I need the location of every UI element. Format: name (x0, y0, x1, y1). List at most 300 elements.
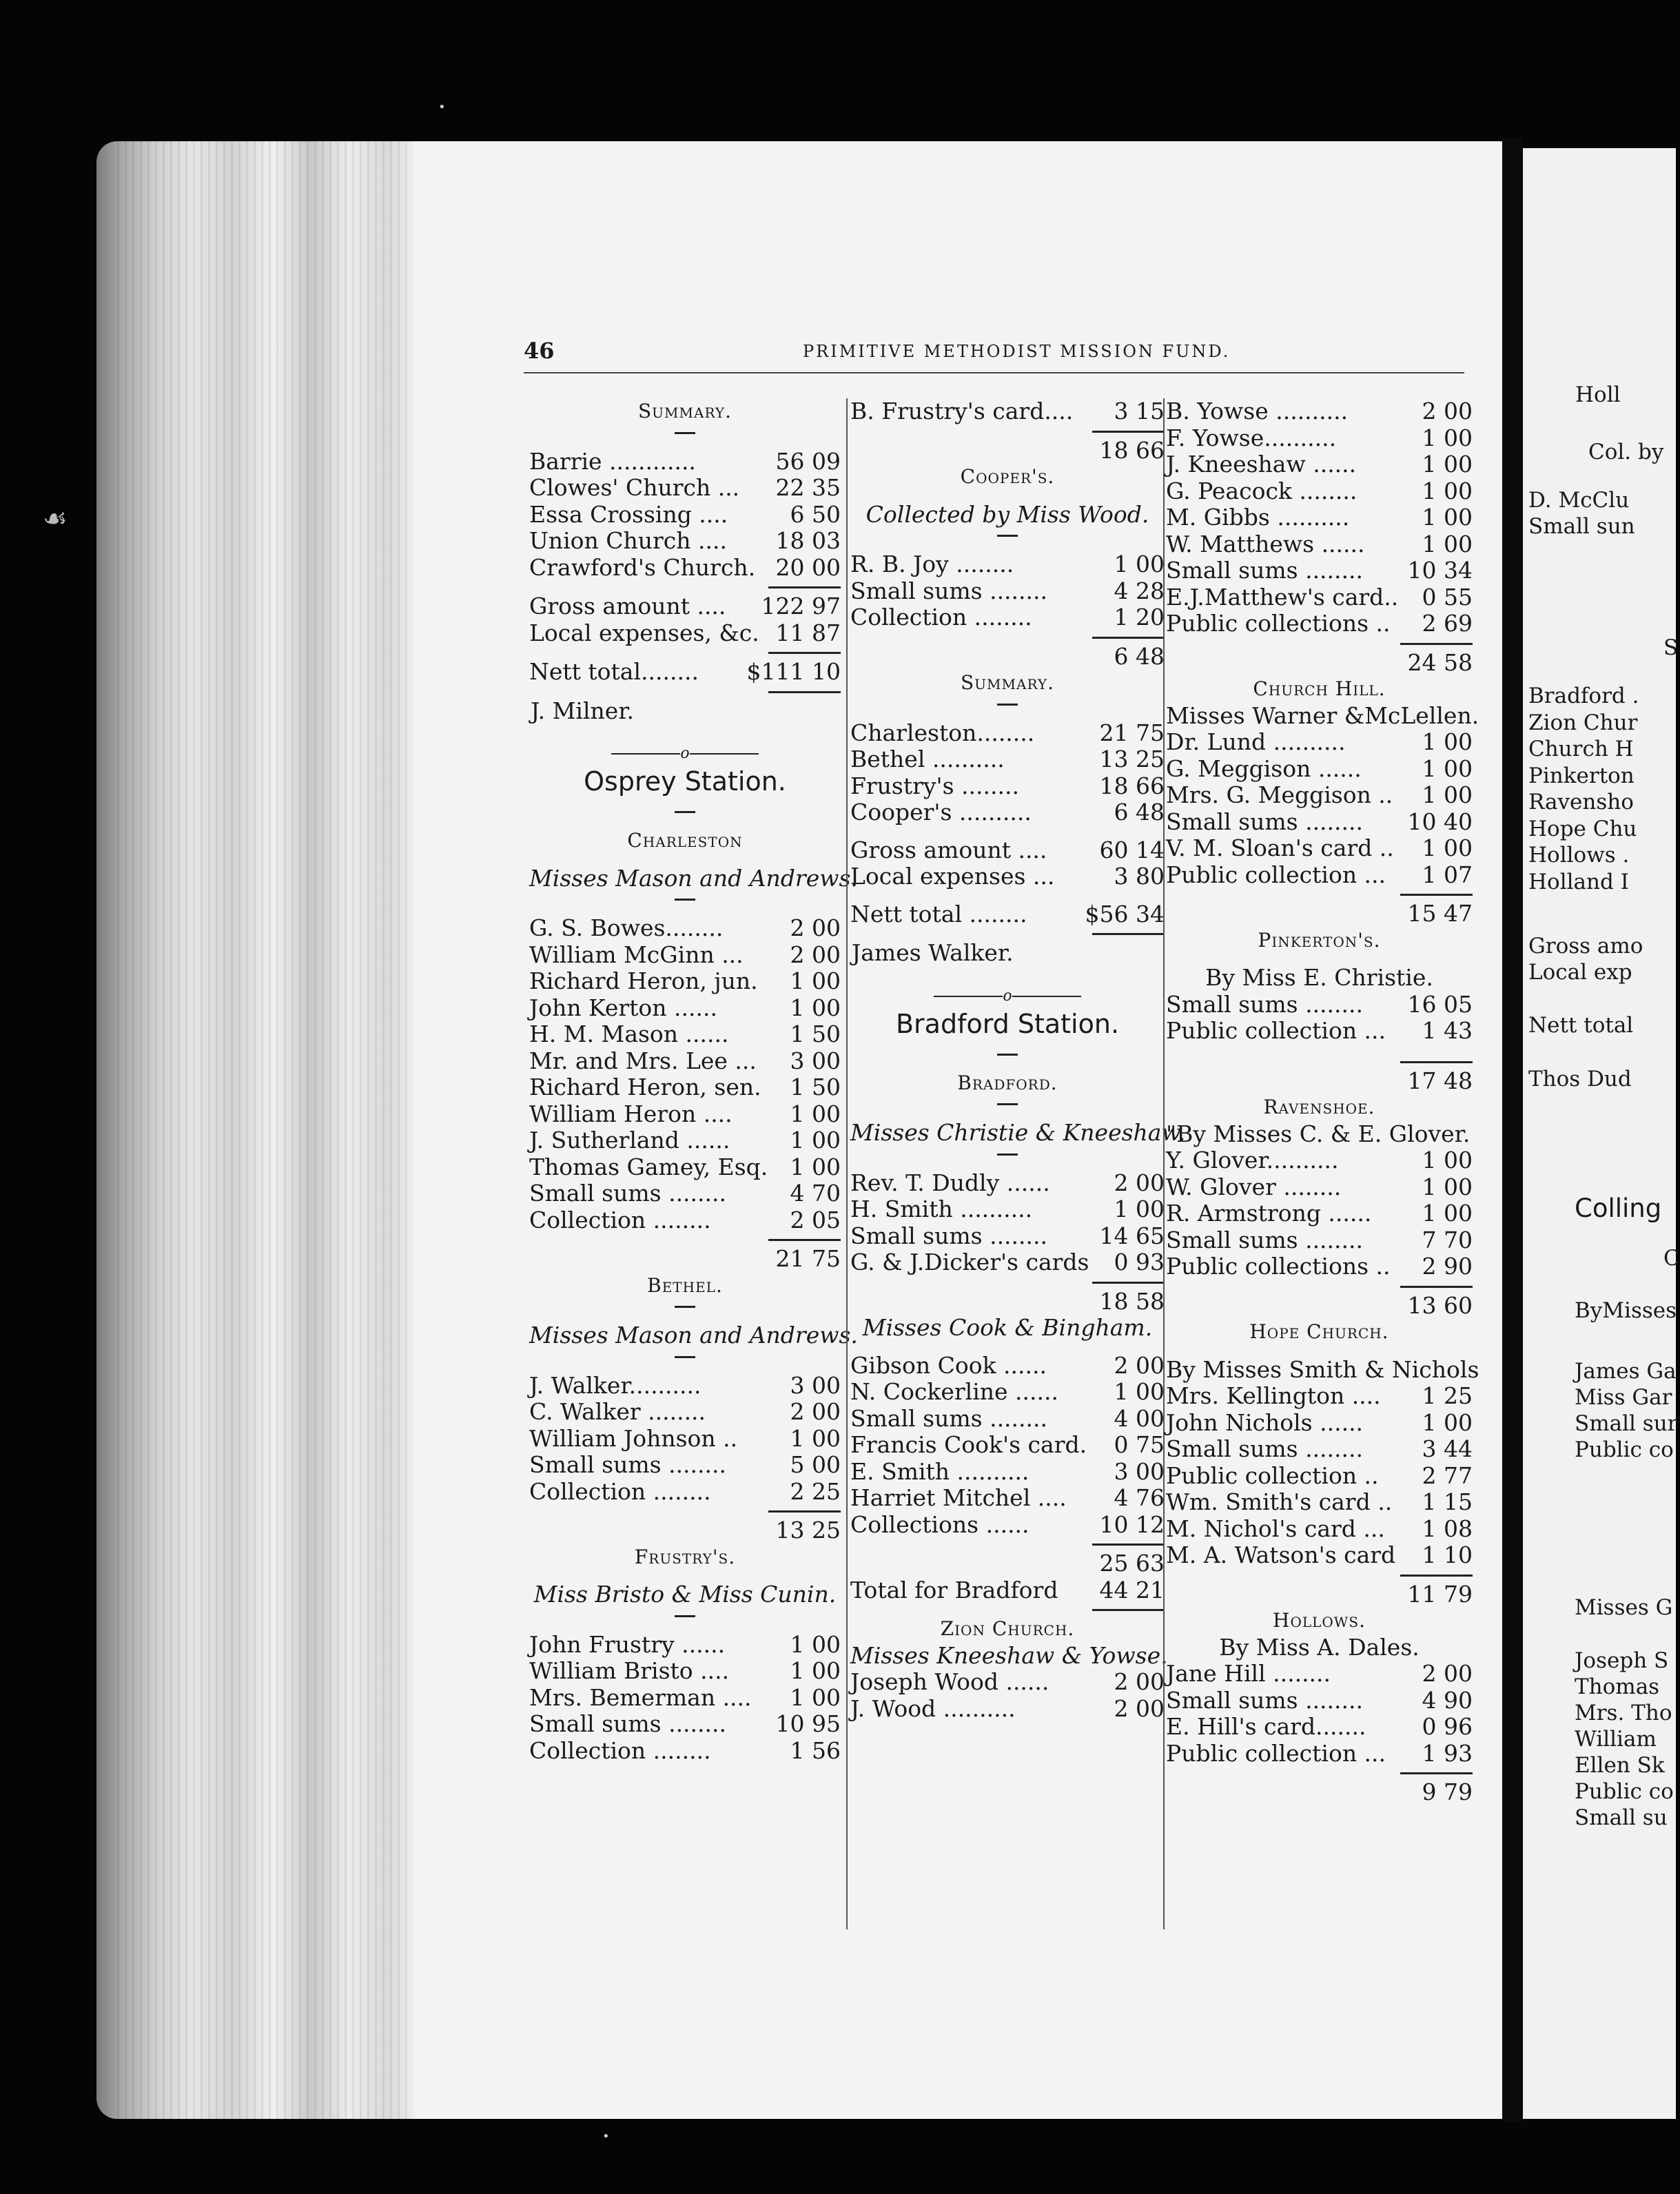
ledger-entry (1166, 901, 1473, 927)
ledger-entry (1166, 504, 1473, 531)
collector-line: Misses Christie & Kneeshaw. (850, 1119, 1186, 1146)
spacer (850, 890, 1165, 901)
entry-name: Jane Hill ........ (1166, 1660, 1331, 1687)
sum-line (1092, 1544, 1165, 1546)
ledger-entry (529, 593, 841, 620)
ledger-entry (850, 1223, 1165, 1250)
entry-amount: 14 65 (1099, 1222, 1165, 1249)
section-heading: Pinkerton's. (1258, 928, 1381, 952)
right-page-text-fragment: Holl (1575, 382, 1621, 407)
entry-name: F. Yowse.......... (1166, 424, 1337, 451)
entry-name: Small sums ........ (850, 1404, 1047, 1432)
entry-amount: 15 47 (1407, 900, 1473, 927)
entry-amount: 13 60 (1407, 1291, 1473, 1319)
entry-amount: 16 05 (1407, 990, 1473, 1018)
entry-amount: 17 48 (1407, 1067, 1473, 1094)
column-2 (846, 398, 1186, 1929)
right-page-text-fragment: Joseph S (1575, 1648, 1669, 1673)
ledger-entry (529, 555, 841, 582)
entry-amount: 1 00 (1422, 1408, 1473, 1436)
entry-name: Collection ........ (529, 1206, 711, 1233)
sum-rule (850, 631, 1165, 644)
entry-amount: 4 70 (790, 1180, 841, 1207)
ledger-entry (529, 502, 841, 529)
ledger-entry (850, 551, 1165, 578)
spacer (850, 1342, 1165, 1353)
entry-amount: 1 00 (790, 994, 841, 1021)
entry-amount: 1 00 (1422, 755, 1473, 782)
right-page-text-fragment: Small sur (1575, 1411, 1678, 1436)
entry-name: Public collection ... (1166, 1739, 1386, 1767)
entry-amount: 1 00 (1114, 1196, 1165, 1222)
sum-line (1400, 1061, 1473, 1063)
entry-amount: 18 66 (1099, 772, 1165, 799)
ledger-entry (1166, 1581, 1473, 1608)
entry-amount: 1 00 (1114, 551, 1165, 577)
ledger-entry (529, 1154, 841, 1181)
ledger-entry (850, 746, 1165, 773)
right-page-text-fragment: Nett total (1528, 1013, 1634, 1038)
collector-line: By Miss E. Christie. (1205, 964, 1433, 991)
ledger-entry (850, 1512, 1165, 1539)
right-page-text-fragment: Public co (1575, 1779, 1674, 1804)
entry-name: Small sums ........ (1166, 808, 1363, 835)
right-page-text-fragment: Pinkerton (1528, 763, 1635, 788)
right-page-text-fragment: D. McClu (1528, 488, 1630, 513)
entry-amount: 24 58 (1407, 648, 1473, 676)
short-dash (850, 1054, 1165, 1070)
section-heading: Church Hill. (1253, 677, 1386, 700)
entry-name: H. Smith .......... (850, 1196, 1033, 1222)
entry-name: Small sums ........ (1166, 990, 1363, 1018)
entry-name: Public collection ... (1166, 1017, 1386, 1044)
section-divider (850, 978, 1165, 1011)
ledger-entry (529, 1127, 841, 1154)
entry-amount: 25 63 (1099, 1550, 1165, 1577)
entry-name: J. Wood .......... (850, 1694, 1016, 1722)
entry-name: Public collection .. (1166, 1462, 1379, 1489)
book-page-edges (96, 141, 420, 2119)
sum-rule (529, 686, 841, 698)
ledger-entry (529, 1246, 841, 1273)
divider-line (934, 996, 1003, 997)
ledger-entry (850, 1353, 1165, 1380)
ledger-entry (529, 475, 841, 502)
entry-amount: 1 00 (790, 1127, 841, 1154)
ledger-entry (1166, 1068, 1473, 1095)
right-page-text-fragment: James Ga (1575, 1359, 1677, 1384)
entry-name: Thomas Gamey, Esq. (529, 1153, 768, 1180)
ledger-entry (1166, 1779, 1473, 1806)
entry-amount: 1 00 (790, 1153, 841, 1180)
ledger-entry (529, 620, 841, 647)
right-page-text-fragment: Holland I (1528, 870, 1629, 894)
entry-amount: 3 15 (1114, 398, 1165, 424)
entry-amount: 1 00 (790, 1424, 841, 1452)
short-dash (850, 1154, 1165, 1170)
right-page-text-fragment: Gross amo (1528, 934, 1643, 958)
entry-name: Union Church .... (529, 527, 727, 554)
ledger-entry (529, 1658, 841, 1685)
ledger-entry (1166, 1383, 1473, 1410)
section-heading: Bethel. (647, 1273, 723, 1297)
entry-amount: 2 00 (790, 941, 841, 968)
entry-amount: 1 08 (1422, 1515, 1473, 1542)
entry-amount: 3 80 (1114, 863, 1165, 890)
ledger-entry (1166, 756, 1473, 783)
entry-name: William Bristo .... (529, 1657, 730, 1684)
ledger-entry (850, 1406, 1165, 1433)
entry-name: Public collection ... (1166, 861, 1386, 888)
right-page-text-fragment: Zion Chur (1528, 710, 1638, 735)
ledger-entry (850, 1459, 1165, 1486)
ledger-entry (1166, 1436, 1473, 1463)
dash-mark (675, 811, 695, 813)
entry-name: Small sums ........ (1166, 1226, 1363, 1253)
ledger-entry (529, 1101, 841, 1128)
entry-amount: 22 35 (775, 474, 841, 501)
sum-rule (850, 425, 1165, 438)
entry-amount: 1 00 (1422, 1200, 1473, 1227)
ledger-entry (850, 1170, 1165, 1197)
right-page (1523, 148, 1680, 2119)
sum-line (1092, 637, 1165, 639)
entry-name: Small sums ........ (529, 1180, 726, 1207)
ledger-entry (529, 528, 841, 555)
page-number: 46 (524, 338, 555, 364)
divider-line (611, 753, 680, 755)
entry-name: Nett total ........ (850, 900, 1027, 927)
entry-amount: 44 21 (1099, 1576, 1165, 1603)
ledger-entry (529, 1180, 841, 1207)
entry-name: Gross amount .... (529, 593, 726, 619)
entry-name: Wm. Smith's card .. (1166, 1488, 1393, 1515)
short-dash (850, 535, 1165, 551)
ledger-entry (1166, 398, 1473, 425)
entry-amount: 0 75 (1114, 1431, 1165, 1458)
right-page-text-fragment: Col. by (1588, 440, 1664, 464)
ledger-entry (850, 1485, 1165, 1512)
entry-name: N. Cockerline ...... (850, 1378, 1058, 1405)
spacer (850, 967, 1165, 978)
entry-amount: 3 00 (1114, 1457, 1165, 1485)
entry-amount: 1 50 (790, 1021, 841, 1047)
section-heading: Zion Church. (940, 1617, 1075, 1640)
entry-name: J. Sutherland ...... (529, 1127, 730, 1154)
collector-line: Misses Mason and Andrews. (529, 1322, 858, 1349)
sum-line (1400, 1575, 1473, 1577)
entry-amount: 18 03 (775, 527, 841, 554)
sum-rule (850, 1538, 1165, 1550)
spacer (850, 491, 1165, 502)
section-divider (529, 735, 841, 768)
sum-line (1400, 1772, 1473, 1774)
spacer (529, 1570, 841, 1581)
right-page-text-fragment: Small su (1575, 1805, 1668, 1830)
entry-amount: 1 50 (790, 1074, 841, 1100)
entry-amount: 10 12 (1099, 1510, 1165, 1538)
collector-line: Misses Kneeshaw & Yowse. (850, 1641, 1168, 1669)
entry-name: Charleston........ (850, 719, 1035, 746)
collector-line: Misses Mason and Andrews. (529, 864, 858, 892)
entry-name: Collections ...... (850, 1510, 1029, 1538)
right-page-text-fragment: C (1663, 1246, 1680, 1271)
entry-name: Small sums ........ (1166, 557, 1363, 584)
entry-amount: 10 40 (1407, 808, 1473, 835)
entry-amount: 1 00 (790, 1100, 841, 1127)
entry-name: W. Matthews ...... (1166, 530, 1365, 557)
entry-name: Small sums ........ (850, 577, 1047, 604)
ledger-entry (850, 438, 1165, 464)
entry-amount: 1 00 (1422, 504, 1473, 531)
ledger-entry (850, 1379, 1165, 1406)
entry-amount: 3 44 (1422, 1435, 1473, 1462)
ledger-entry (529, 915, 841, 942)
ledger-entry (850, 837, 1165, 864)
ledger-entry (850, 1550, 1165, 1577)
ledger-entry (529, 1711, 841, 1738)
entry-amount: 2 00 (1114, 1351, 1165, 1379)
ledger-entry (1166, 1200, 1473, 1227)
sum-rule (850, 927, 1165, 940)
entry-name: G. Meggison ...... (1166, 755, 1362, 782)
ledger-entry (529, 659, 841, 686)
ledger-entry (529, 1738, 841, 1765)
sum-rule (1166, 1280, 1473, 1293)
right-page-text-fragment: Small sun (1528, 514, 1635, 539)
entry-amount: 1 00 (790, 967, 841, 994)
section-heading: Ravenshoe. (1263, 1096, 1375, 1118)
entry-amount: 1 10 (1422, 1541, 1473, 1568)
sum-line (768, 691, 841, 693)
entry-name: John Frustry ...... (529, 1630, 726, 1658)
entry-amount: 2 00 (1422, 1660, 1473, 1687)
sum-line (1400, 643, 1473, 645)
entry-name: J. Kneeshaw ...... (1166, 451, 1357, 478)
sum-line (1092, 1609, 1165, 1611)
entry-name: C. Walker ........ (529, 1398, 706, 1425)
spacer (529, 854, 841, 865)
short-dash (529, 1615, 841, 1632)
sum-line (1092, 1282, 1165, 1284)
entry-name: E.J.Matthew's card.. (1166, 583, 1399, 611)
sum-rule (529, 581, 841, 593)
sum-line (768, 586, 841, 588)
entry-amount: 0 96 (1422, 1713, 1473, 1740)
speck: • (602, 2129, 610, 2144)
entry-name: Small sums ........ (529, 1710, 726, 1737)
entry-amount: 2 00 (790, 914, 841, 941)
entry-name: Dr. Lund .......... (1166, 728, 1346, 755)
ledger-entry (850, 1432, 1165, 1459)
ledger-entry (529, 1685, 841, 1712)
right-page-text-fragment: Hope Chu (1528, 817, 1637, 841)
sum-line (768, 1239, 841, 1241)
divider-line (690, 753, 759, 755)
page-header (524, 338, 1464, 372)
section-heading: Hope Church. (1249, 1320, 1389, 1343)
signature: J. Milner. (531, 697, 634, 724)
entry-name: Bethel .......... (850, 746, 1005, 772)
ledger-entry (1166, 1542, 1473, 1569)
spacer (1166, 1346, 1473, 1357)
entry-amount: 1 00 (1422, 530, 1473, 557)
collector-line: By Miss A. Dales. (1219, 1633, 1420, 1661)
ledger-entry (1166, 1121, 1473, 1148)
entry-name: Small sums ........ (1166, 1686, 1363, 1714)
book-gutter (1502, 138, 1523, 2122)
entry-name: Collection ........ (529, 1477, 711, 1505)
entry-name: John Nichols ...... (1166, 1408, 1364, 1436)
ledger-entry (1166, 611, 1473, 637)
ledger-entry (1166, 1688, 1473, 1714)
sum-rule (529, 646, 841, 659)
entry-amount: 2 77 (1422, 1462, 1473, 1489)
ledger-entry (1166, 1516, 1473, 1543)
ledger-entry (1166, 1293, 1473, 1320)
entry-name: Local expenses, &c. (529, 619, 759, 646)
sum-rule (850, 1603, 1165, 1616)
column-1 (529, 398, 858, 1764)
ledger-entry (1166, 835, 1473, 862)
collector-line: Collected by Miss Wood. (865, 500, 1149, 528)
entry-name: W. Glover ........ (1166, 1173, 1342, 1200)
entry-amount: 7 70 (1422, 1226, 1473, 1253)
entry-amount: 3 00 (790, 1371, 841, 1399)
ledger-entry (1166, 478, 1473, 505)
short-dash (529, 1306, 841, 1322)
entry-amount: 1 00 (1422, 477, 1473, 504)
entry-amount: $111 10 (746, 658, 841, 685)
entry-amount: 4 28 (1114, 577, 1165, 604)
entry-amount: 1 00 (1422, 834, 1473, 861)
entry-amount: 1 25 (1422, 1382, 1473, 1409)
entry-name: Y. Glover.......... (1166, 1147, 1339, 1173)
speck: • (438, 100, 446, 114)
spacer (1166, 954, 1473, 965)
ledger-entry (850, 1249, 1165, 1276)
short-dash (529, 432, 841, 449)
right-page-text-fragment: Misses G (1575, 1595, 1673, 1620)
entry-amount: 6 50 (790, 500, 841, 528)
entry-name: Collection ........ (850, 604, 1032, 630)
ledger-entry (1166, 1714, 1473, 1741)
entry-amount: 4 76 (1114, 1484, 1165, 1511)
entry-name: Harriet Mitchel .... (850, 1484, 1067, 1511)
sum-rule (1166, 1767, 1473, 1779)
entry-amount: 2 00 (1422, 398, 1473, 424)
entry-amount: 20 00 (775, 553, 841, 581)
entry-name: M. Nichol's card ... (1166, 1515, 1385, 1542)
ledger-entry (1166, 1018, 1473, 1045)
entry-amount: 10 34 (1407, 557, 1473, 584)
entry-amount: 3 00 (790, 1047, 841, 1074)
right-page-text-fragment: Ravensho (1528, 790, 1634, 814)
ledger-entry (850, 773, 1165, 800)
right-page-text-fragment: William (1575, 1727, 1657, 1752)
entry-amount: $56 34 (1085, 900, 1165, 927)
sum-line (768, 652, 841, 654)
dash-mark (997, 1154, 1018, 1156)
right-page-text-fragment: Local exp (1528, 960, 1632, 985)
entry-name: Public collections .. (1166, 1253, 1391, 1280)
entry-amount: 1 00 (1422, 781, 1473, 808)
entry-amount: 4 90 (1422, 1686, 1473, 1714)
right-page-text-fragment: Miss Gar (1575, 1385, 1672, 1410)
entry-name: Small sums ........ (529, 1451, 726, 1478)
right-page-text-fragment: Public co (1575, 1437, 1674, 1462)
ledger-entry (529, 449, 841, 475)
entry-name: Mrs. G. Meggison .. (1166, 781, 1393, 808)
entry-amount: 1 00 (790, 1630, 841, 1658)
sum-rule (850, 1276, 1165, 1289)
sum-rule (529, 1233, 841, 1246)
ledger-entry (529, 1479, 841, 1506)
dash-mark (675, 899, 695, 901)
entry-name: B. Frustry's card.... (850, 398, 1074, 424)
entry-amount: 4 00 (1114, 1404, 1165, 1432)
sum-line (1400, 894, 1473, 896)
entry-name: Essa Crossing .... (529, 500, 728, 528)
spacer (850, 826, 1165, 837)
entry-name: "By Misses C. & E. Glover. (1166, 1120, 1471, 1147)
right-page-text-fragment: S (1663, 635, 1679, 660)
entry-amount: 1 00 (790, 1683, 841, 1711)
section-heading: Charleston (627, 829, 743, 852)
entry-name: Crawford's Church. (529, 553, 756, 581)
sum-line (1400, 1286, 1473, 1288)
ledger-entry (529, 1452, 841, 1479)
entry-amount: 6 48 (1114, 642, 1165, 670)
section-heading: Summary. (961, 671, 1054, 694)
ledger-entry (1166, 1253, 1473, 1280)
right-page-text-fragment: ByMisses (1575, 1298, 1677, 1323)
entry-name: Joseph Wood ...... (850, 1668, 1049, 1695)
entry-name: Cooper's .......... (850, 799, 1032, 826)
entry-name: Small sums ........ (1166, 1435, 1363, 1462)
margin-mark: ☙ (43, 503, 68, 535)
entry-name: Mrs. Bemerman .... (529, 1683, 752, 1711)
ledger-entry (529, 1399, 841, 1426)
right-page-text-fragment: Thomas (1575, 1674, 1660, 1699)
entry-amount: 18 66 (1099, 436, 1165, 464)
entry-amount: 1 00 (1422, 1173, 1473, 1200)
entry-amount: 0 55 (1422, 583, 1473, 611)
entry-name: E. Smith .......... (850, 1457, 1029, 1485)
entry-amount: 2 00 (1114, 1694, 1165, 1722)
entry-name: G. Peacock ........ (1166, 477, 1358, 504)
entry-amount: 13 25 (775, 1517, 841, 1544)
spacer (529, 724, 841, 735)
entry-amount: 21 75 (1099, 719, 1165, 746)
entry-amount: 2 69 (1422, 610, 1473, 637)
entry-name: Collection ........ (529, 1736, 711, 1764)
right-page-text-fragment: Bradford . (1528, 684, 1639, 708)
short-dash (529, 1356, 841, 1373)
ledger-entry (1166, 1489, 1473, 1516)
right-page-text-fragment: Hollows . (1528, 843, 1630, 868)
ledger-entry (1166, 809, 1473, 836)
divider-mark: o (1003, 987, 1012, 1005)
entry-amount: 6 48 (1114, 799, 1165, 826)
entry-name: Francis Cook's card. (850, 1431, 1087, 1458)
dash-mark (997, 535, 1018, 537)
ledger-entry (1166, 1410, 1473, 1437)
ledger-entry (1166, 1463, 1473, 1490)
entry-amount: 5 00 (790, 1451, 841, 1478)
entry-name: By Misses Smith & Nichols (1166, 1355, 1479, 1383)
dash-mark (675, 1306, 695, 1308)
